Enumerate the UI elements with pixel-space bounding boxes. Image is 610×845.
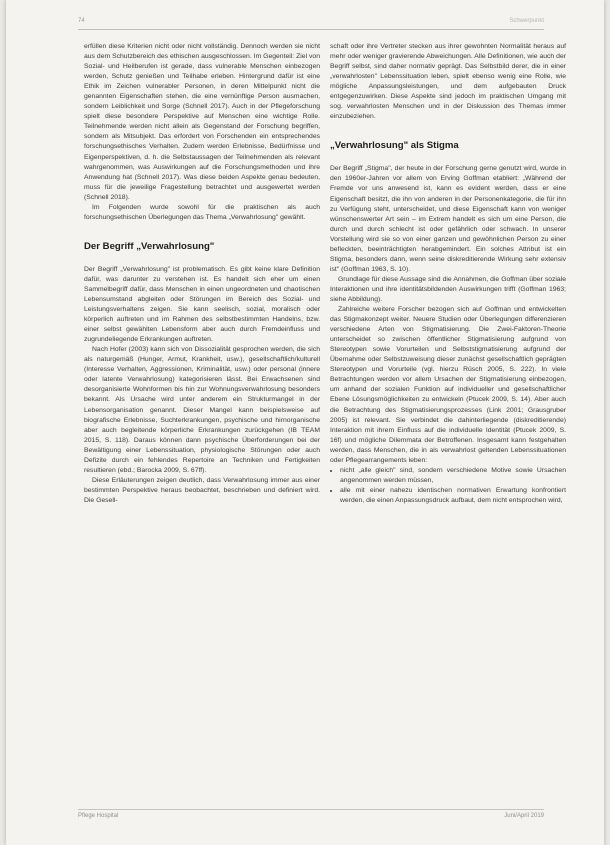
footer-issue: Juni/April 2019 [504,813,544,819]
document-page [6,0,604,845]
section-heading-stigma: „Verwahrlosung" als Stigma [330,140,459,152]
paragraph: Nach Hofer (2003) kann sich von Dissozialität gesprochen werden, die sich als naturgemäß (Hunger, Armut, Krankheit, usw.), gesellschaftlich/kulturell (Interesse Verhalten, Aggressionen, Kriminalität, usw.) oder personal (innere oder latente Verwahrlosung) kategorisieren lässt. Bei Erwachsenen sind desorganisierte Wohnformen bis hin zur Wohnungsverwahrlosung besonders bekannt. Als Ursache wird unter anderem ein Strukturmangel in der Lebensorganisation genannt. Dieser Mangel kann beispielsweise auf biografische Erlebnisse, Suchterkrankungen, psychische und hirnorganische aber auch begleitende körperliche Erkrankungen zurückgehen (IB TEAM 2015, S. 118). Daraus können dann psychische Überforderungen bei der Bewältigung einer Lebenssituation, physiologische Störungen oder auch Defizite durch ein fehlendes Repertoire an Techniken und Fertigkeiten resultieren (ebd.; Barocka 2009, S. 67ff). [84,346,320,474]
paragraph: erfüllen diese Kriterien nicht oder nicht vollständig. Dennoch werden sie nicht aus dem Schutzbereich des ethischen ausgeschlossen. Im Gegenteil: Ziel von Sozial- und Heilberufen ist gerade, dass vulnerable Menschen einbezogen werden, Schutz genießen und Teilhabe erleben. Hintergrund dafür ist eine Ethik im Zeichen vulnerabler Personen, in deren Mittelpunkt nicht die genannten Eigenschaften stehen, die eine vernünftige Person ausmachen, sondern Leiblichkeit und Sorge (Schnell 2017). Auch in der Pflegeforschung spielt diese besondere Perspektive auf Menschen eine wichtige Rolle. Teilnehmende werden nicht allein als Gegenstand der Forschung begriffen, sondern als Mitsubjekt. Das erfordert von Forschenden ein entsprechendes forschungsethisches Verhalten. Zudem werden Erlebnisse, Bedürfnisse und Eigenperspektiven, d. h. die Selbstaussagen der Teilnehmenden als relevant wahrgenommen, was Auswirkungen auf die Forschungsmethoden und ihre Anwendung hat (Schnell 2017). Was diese beiden Aspekte genau bedeuten, muss für die jeweilige Fragestellung betrachtet und ausgewertet werden (Schnell 2018). [84,43,320,201]
paragraph: Der Begriff „Stigma", der heute in der Forschung gerne genutzt wird, wurde in den 1960er-Jahren vor allem von Erving Goffman etabliert: „Während der Fremde vor uns anwesend ist, kann es evident werden, dass er eine Eigenschaft besitzt, die ihn von anderen in der Personenkategorie, die für ihn zu Verfügung steht, unterscheidet, und diese Eigenschaft kann von weniger wünschenswerter Art sein – im Extrem handelt es sich um eine Person, die durch und durch schlecht ist oder gefährlich oder schwach. In unserer Vorstellung wird sie so von einer ganzen und gewöhnlichen Person zu einer befleckten, beeinträchtigten herabgemindert. Ein solches Attribut ist ein Stigma, besonders dann, wenn seine diskreditierende Wirkung sehr extensiv ist" (Goffman 1963, S. 10). [330,165,566,273]
paragraph: Der Begriff „Verwahrlosung" ist problematisch. Es gibt keine klare Definition dafür, was darunter zu verstehen ist. Es handelt sich eher um einen Sammelbegriff dafür, dass Menschen in einen ungeordneten und chaotischen Lebensumstand abgleiten oder Störungen im Bereich des Sozial- und Leistungsverhaltens zeigen. Sie kann seelisch, sozial, moralisch oder körperlich auftreten und im Rahmen des selbstbestimmten Handelns, bzw. einer selbst gewählten Lebensform aber auch durch Fremdeinfluss und zugrundeliegende Erkrankungen auftreten. [84,265,320,344]
section-heading-verwahrlosung: Der Begriff „Verwahrlosung" [84,240,215,252]
footer-publication: Pflege Hospital [78,813,119,819]
list-item: • nicht „alle gleich" sind, sondern verschiedene Motive sowie Ursachen angenommen werden müssen, [340,466,566,486]
paragraph: Diese Erläuterungen zeigen deutlich, dass Verwahrlosung immer aus einer bestimmten Perspektive heraus beobachtet, beschrieben und definiert wird. Die Gesell- [84,476,320,504]
paragraph: schaft oder ihre Vertreter stecken aus ihrer gewohnten Normalität heraus auf mehr oder weniger gravierende Abweichungen. Alle Definitionen, wie auch der Begriff selbst, sind daher normativ geprägt. Das Selbstbild derer, die in einer „verwahrlosten" Lebenssituation leben, spielt ebenso wenig eine Rolle, wie mögliche Anpassungsleistungen, und dem aufgebauten Druck entgegenzuwirken. Diese Aspekte sind jedoch im praktischen Umgang mit sog. verwahrlosten Menschen und in der Diskussion des Themas immer einzubeziehen. [330,43,566,121]
page-footer [78,813,544,823]
page-header [78,18,544,30]
footer-rule [78,809,544,810]
right-column [330,42,566,506]
running-title: Schwerpunkt [509,18,544,24]
paragraph: Grundlage für diese Aussage sind die Annahmen, die Goffman über soziale Interaktionen und ihre identitätsbildenden Auswirkungen trifft (Goffman 1963; siehe Abbildung). [330,275,566,303]
paragraph: Zahlreiche weitere Forscher bezogen sich auf Goffman und entwickelten das Stigmakonzept weiter. Neuere Studien oder Überlegungen differenzieren verschiedene Arten von Stigmatisierung. Die Zwei-Faktoren-Theorie unterscheidet so zwischen öffentlicher Stigmatisierung aufgrund von Stereotypen sowie Vorurteilen und Selbststigmatisierung aufgrund der Übernahme oder Selbstzuweisung dieser zunächst gesellschaftlich geprägten Stereotypen und Vorurteile (vgl. hierzu Rüsch 2005, S. 222). In viele Betrachtungen werden vor allem Ursachen der Stigmatisierung einbezogen, um anhand der sozialen Funktion auf individueller und gesellschaftlicher Ebene Lösungsmöglichkeiten zu entwickeln (Ptucek 2009, S. 14). Aber auch die Betrachtung des Stigmatisierungsprozesses (Link 2001; Grausgruber 2005) ist relevant. Sie verbindet die dahinterliegende (diskreditierende) Interaktion mit ihrem Einfluss auf die individuelle Identität (Ptucek 2009, S. 16f) und mögliche Dilemmata der Betroffenen. Insgesamt kann festgehalten werden, dass Menschen, die in als verwahrlost geltenden Lebenssituationen oder Pflegearrangements leben: [330,306,566,464]
list-item: • alle mit einer nahezu identischen normativen Erwartung konfrontiert werden, die einen Anpassungsdruck aufbaut, dem nicht entsprochen wird, [340,486,566,506]
page-number: 74 [78,18,85,24]
header-rule [78,29,544,30]
left-column [84,42,320,506]
paragraph: Im Folgenden wurde sowohl für die praktischen als auch forschungsethischen Überlegungen das Thema „Verwahrlosung" gewählt. [84,203,320,221]
bullet-list [330,466,566,506]
